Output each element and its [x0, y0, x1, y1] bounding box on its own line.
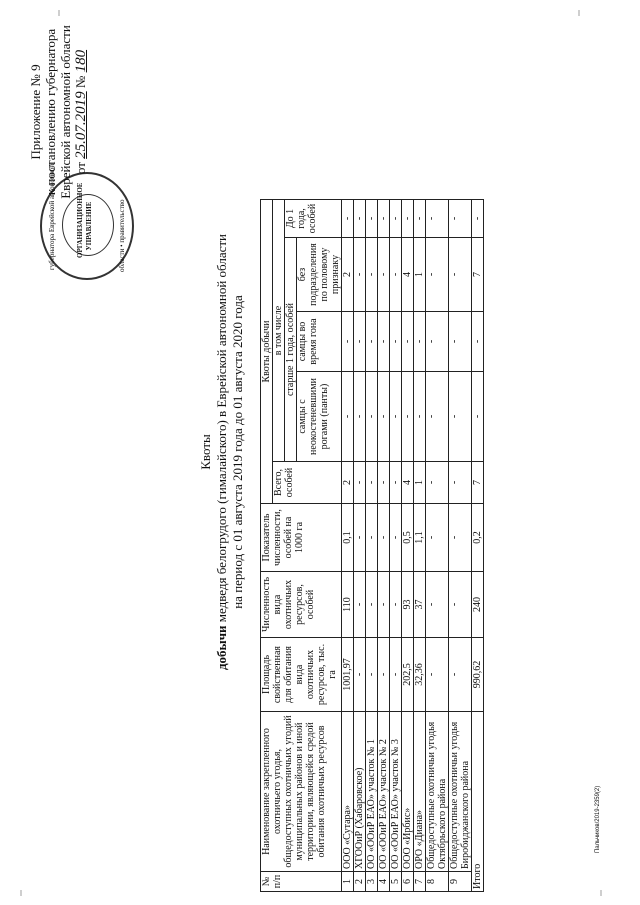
table-cell-area: - [366, 638, 378, 712]
table-cell-density: 0,1 [342, 504, 354, 572]
table-cell-population: 110 [342, 572, 354, 638]
table-cell-population: - [366, 572, 378, 638]
table-cell-no-sex: - [378, 238, 390, 312]
table-row [449, 200, 472, 892]
table-cell-name: ОРО «Диана» [414, 712, 426, 872]
table-cell-no-sex: - [449, 238, 472, 312]
document-title [198, 12, 246, 892]
quota-table [260, 199, 484, 892]
table-cell-no-sex: - [354, 238, 366, 312]
table-cell-males-rut: - [390, 312, 402, 372]
table-cell-density: 0,5 [402, 504, 414, 572]
table-cell-area: - [354, 638, 366, 712]
header-area: Площадь свойственная для обитания вида охотничьих ресурсов, тыс. га [261, 638, 342, 712]
table-cell-density: - [378, 504, 390, 572]
total-cell-total: 7 [472, 462, 484, 504]
table-cell-area: 202,5 [402, 638, 414, 712]
table-cell-num: 9 [449, 872, 472, 892]
table-row [378, 200, 390, 892]
date-prefix: от [73, 162, 88, 175]
table-cell-density: - [426, 504, 449, 572]
seal-center-text: ОРГАНИЗАЦИОННОЕ УПРАВЛЕНИЕ [76, 182, 93, 258]
table-cell-young: - [378, 200, 390, 238]
table-total-row [472, 200, 484, 892]
table-cell-males: - [402, 372, 414, 462]
header-quota-group: Квоты добычи [261, 200, 273, 504]
table-cell-density: - [390, 504, 402, 572]
table-cell-name: ОО «ООиР ЕАО» участок № 1 [366, 712, 378, 872]
table-cell-no-sex: 4 [402, 238, 414, 312]
title-bold-word: добычи [214, 625, 229, 671]
table-cell-males-rut: - [426, 312, 449, 372]
table-cell-total: - [366, 462, 378, 504]
table-cell-area: - [378, 638, 390, 712]
table-cell-population: 93 [402, 572, 414, 638]
table-cell-total: 4 [402, 462, 414, 504]
header-young: До 1 года, особей [285, 200, 342, 238]
table-cell-num: 1 [342, 872, 354, 892]
table-cell-males-rut: - [402, 312, 414, 372]
table-cell-males-rut: - [354, 312, 366, 372]
table-cell-num: 2 [354, 872, 366, 892]
appendix-line: Еврейской автономной области [58, 25, 73, 199]
table-cell-males: - [449, 372, 472, 462]
table-cell-area: 32,36 [414, 638, 426, 712]
total-cell-area: 990,62 [472, 638, 484, 712]
total-cell-no-sex: 7 [472, 238, 484, 312]
table-cell-total: 1 [414, 462, 426, 504]
table-cell-num: 6 [402, 872, 414, 892]
table-cell-young: - [366, 200, 378, 238]
table-cell-males-rut: - [366, 312, 378, 372]
title-line-2 [214, 12, 230, 892]
table-cell-young: - [354, 200, 366, 238]
appendix-date-line [73, 0, 89, 232]
table-cell-young: - [449, 200, 472, 238]
header-no-sex: без подразделения по половому признаку [297, 238, 342, 312]
table-cell-name: ООО «Сутара» [342, 712, 354, 872]
table-cell-num: 7 [414, 872, 426, 892]
table-row [366, 200, 378, 892]
table-cell-num: 5 [390, 872, 402, 892]
title-line-1: Квоты [198, 434, 213, 470]
header-name: Наименование закрепленного охотничьего угодья, общедоступных охотничьих угодий муниципальных районов и иной территории, являющейся средой обитания охотничьих ресурсов [261, 712, 342, 872]
table-cell-no-sex: 2 [342, 238, 354, 312]
title-line-2-rest: медведя белогрудого (гималайского) в Еврейской автономной области [214, 233, 229, 623]
table-cell-name: ОО «ООиР ЕАО» участок № 2 [378, 712, 390, 872]
table-cell-total: - [354, 462, 366, 504]
total-cell-population: 240 [472, 572, 484, 638]
table-cell-no-sex: - [366, 238, 378, 312]
table-cell-young: - [342, 200, 354, 238]
table-cell-total: 2 [342, 462, 354, 504]
table-cell-population: - [354, 572, 366, 638]
document-number: 180 [73, 49, 89, 73]
table-cell-males: - [426, 372, 449, 462]
table-cell-males-rut: - [342, 312, 354, 372]
table-cell-num: 3 [366, 872, 378, 892]
footer-reference: Пальчиков/2019-2359(2) [595, 785, 601, 853]
table-cell-young: - [414, 200, 426, 238]
table-cell-area: - [390, 638, 402, 712]
rotated-document [10, 12, 630, 892]
header-including: в том числе [273, 200, 285, 462]
table-cell-name: Общедоступные охотничьи угодья Биробиджанского района [449, 712, 472, 872]
table-cell-density: - [366, 504, 378, 572]
table-row [342, 200, 354, 892]
header-older: старше 1 года, особей [285, 238, 297, 462]
table-cell-males: - [366, 372, 378, 462]
document-date: 25.07.2019 [73, 91, 89, 159]
table-cell-name: Общедоступные охотничьи угодья Октябрьского района [426, 712, 449, 872]
table-row [402, 200, 414, 892]
number-prefix: № [73, 75, 88, 89]
table-cell-population: - [390, 572, 402, 638]
table-cell-young: - [402, 200, 414, 238]
title-line-3: на период с 01 августа 2019 года до 01 августа 2020 года [230, 295, 245, 609]
table-cell-name: ОО «ООиР ЕАО» участок № 3 [390, 712, 402, 872]
header-males: самцы с неокостеневшими рогами (панты) [297, 372, 342, 462]
table-cell-males: - [390, 372, 402, 462]
header-density: Показатель численности, особей на 1000 га [261, 504, 342, 572]
table-cell-total: - [426, 462, 449, 504]
table-cell-no-sex: 1 [414, 238, 426, 312]
table-cell-area: 1001,97 [342, 638, 354, 712]
total-cell-males-rut: - [472, 312, 484, 372]
table-cell-young: - [426, 200, 449, 238]
total-cell-young: - [472, 200, 484, 238]
table-cell-name: ООО «Ирбис» [402, 712, 414, 872]
table-cell-young: - [390, 200, 402, 238]
table-cell-total: - [390, 462, 402, 504]
table-row [354, 200, 366, 892]
appendix-block [28, 0, 89, 232]
table-cell-population: - [426, 572, 449, 638]
table-row [390, 200, 402, 892]
table-cell-males: - [354, 372, 366, 462]
table-row [426, 200, 449, 892]
header-males-rut: самцы во время гона [297, 312, 342, 372]
appendix-line: к постановлению губернатора [43, 28, 58, 196]
table-cell-no-sex: - [426, 238, 449, 312]
table-cell-total: - [378, 462, 390, 504]
total-cell-males: - [472, 372, 484, 462]
header-population: Численность вида охотничьих ресурсов, особей [261, 572, 342, 638]
total-cell-density: 0,2 [472, 504, 484, 572]
table-cell-population: - [378, 572, 390, 638]
header-num: № п/п [261, 872, 342, 892]
table-cell-total: - [449, 462, 472, 504]
table-cell-males-rut: - [378, 312, 390, 372]
table-cell-area: - [449, 638, 472, 712]
table-cell-density: 1,1 [414, 504, 426, 572]
header-total: Всего, особей [273, 462, 342, 504]
table-cell-density: - [449, 504, 472, 572]
table-cell-area: - [426, 638, 449, 712]
table-cell-males-rut: - [449, 312, 472, 372]
table-cell-no-sex: - [390, 238, 402, 312]
table-cell-males: - [378, 372, 390, 462]
table-cell-males-rut: - [414, 312, 426, 372]
table-cell-population: - [449, 572, 472, 638]
appendix-line: Приложение № 9 [28, 64, 43, 160]
table-cell-num: 4 [378, 872, 390, 892]
table-row [414, 200, 426, 892]
total-cell-name: Итого [472, 712, 484, 892]
seal-ring-text: губернатора Еврейской автономной [48, 163, 56, 270]
table-body [342, 200, 484, 892]
table-cell-name: ХГООиР (Хабаровское) [354, 712, 366, 872]
table-cell-num: 8 [426, 872, 449, 892]
table-cell-density: - [354, 504, 366, 572]
seal-ring-text: области • правительство [118, 199, 126, 272]
table-cell-population: 37 [414, 572, 426, 638]
table-cell-males: - [342, 372, 354, 462]
table-cell-males: - [414, 372, 426, 462]
